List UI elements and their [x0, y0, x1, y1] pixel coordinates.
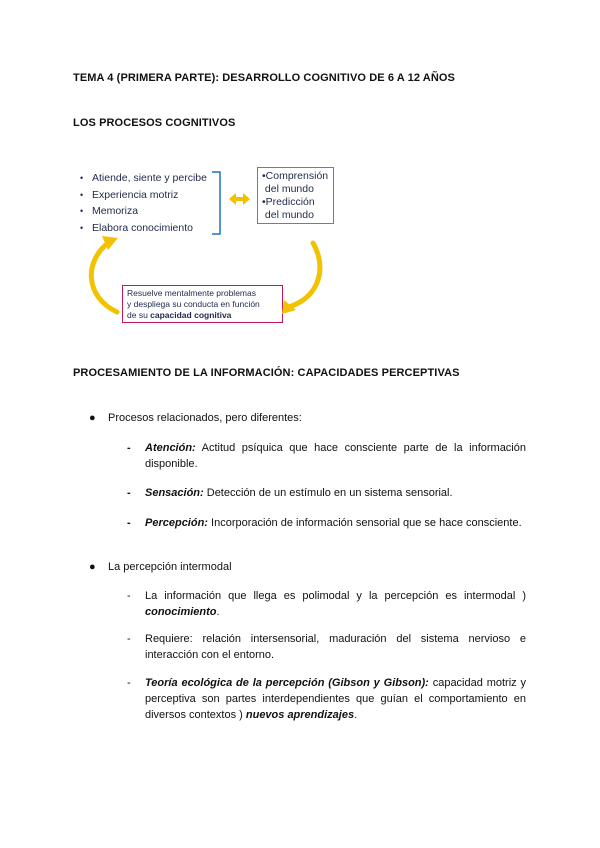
- result-line: y despliega su conducta en función: [127, 299, 260, 309]
- list-item-requirements: Requiere: relación intersensorial, maduración del sistema nervioso e interacción con el entorno.: [145, 633, 526, 661]
- curved-arrow-right-icon: [282, 243, 320, 314]
- diagram-left-item: • Experiencia motriz: [80, 188, 179, 201]
- list-item-perception: Percepción: Incorporación de información sensorial que se hace consciente.: [145, 517, 522, 529]
- section-heading-information-processing: PROCESAMIENTO DE LA INFORMACIÓN: CAPACIDADES PERCEPTIVAS: [73, 367, 460, 379]
- dash-marker: -: [127, 517, 131, 529]
- cognitive-processes-diagram: [0, 0, 600, 340]
- diagram-left-item: • Elabora conocimiento: [80, 221, 193, 234]
- dash-marker: -: [127, 677, 131, 689]
- outcome-line: del mundo: [262, 183, 314, 195]
- list-item-sensation: Sensación: Detección de un estímulo en un sistema sensorial.: [145, 487, 453, 499]
- list-item-polymodal: La información que llega es polimodal y la percepción es intermodal ) conocimiento.: [145, 590, 526, 618]
- bullet-text-processes: Procesos relacionados, pero diferentes:: [108, 412, 302, 424]
- dash-marker: -: [127, 442, 131, 454]
- outcome-line: •Predicción: [262, 196, 315, 208]
- section-heading-cognitive-processes: LOS PROCESOS COGNITIVOS: [73, 117, 236, 129]
- curved-arrow-left-icon: [91, 236, 118, 312]
- diagram-left-item: • Memoriza: [80, 205, 139, 217]
- result-line: Resuelve mentalmente problemas: [127, 288, 256, 298]
- outcome-line: del mundo: [262, 209, 314, 221]
- result-line: de su capacidad cognitiva: [127, 310, 232, 320]
- diagram-connectors: [0, 0, 600, 340]
- dash-marker: -: [127, 633, 131, 645]
- double-arrow-icon: [229, 193, 250, 205]
- dash-marker: -: [127, 487, 131, 499]
- outcome-line: •Comprensión: [262, 170, 329, 182]
- bullet-text-intermodal: La percepción intermodal: [108, 561, 232, 573]
- bullet-marker: ●: [89, 412, 96, 424]
- document-title: TEMA 4 (PRIMERA PARTE): DESARROLLO COGNITIVO DE 6 A 12 AÑOS: [73, 72, 455, 84]
- diagram-left-item: • Atiende, siente y percibe: [80, 172, 207, 184]
- list-item-ecological-theory: Teoría ecológica de la percepción (Gibson y Gibson): capacidad motriz y perceptiva son partes interdependientes que guían el comportamiento en diversos contextos ) nuevos aprendizajes.: [145, 677, 526, 721]
- bullet-marker: ●: [89, 561, 96, 573]
- dash-marker: -: [127, 590, 131, 602]
- list-item-attention: Atención: Actitud psíquica que hace consciente parte de la información disponible.: [145, 442, 526, 470]
- bracket-shape: [212, 172, 220, 234]
